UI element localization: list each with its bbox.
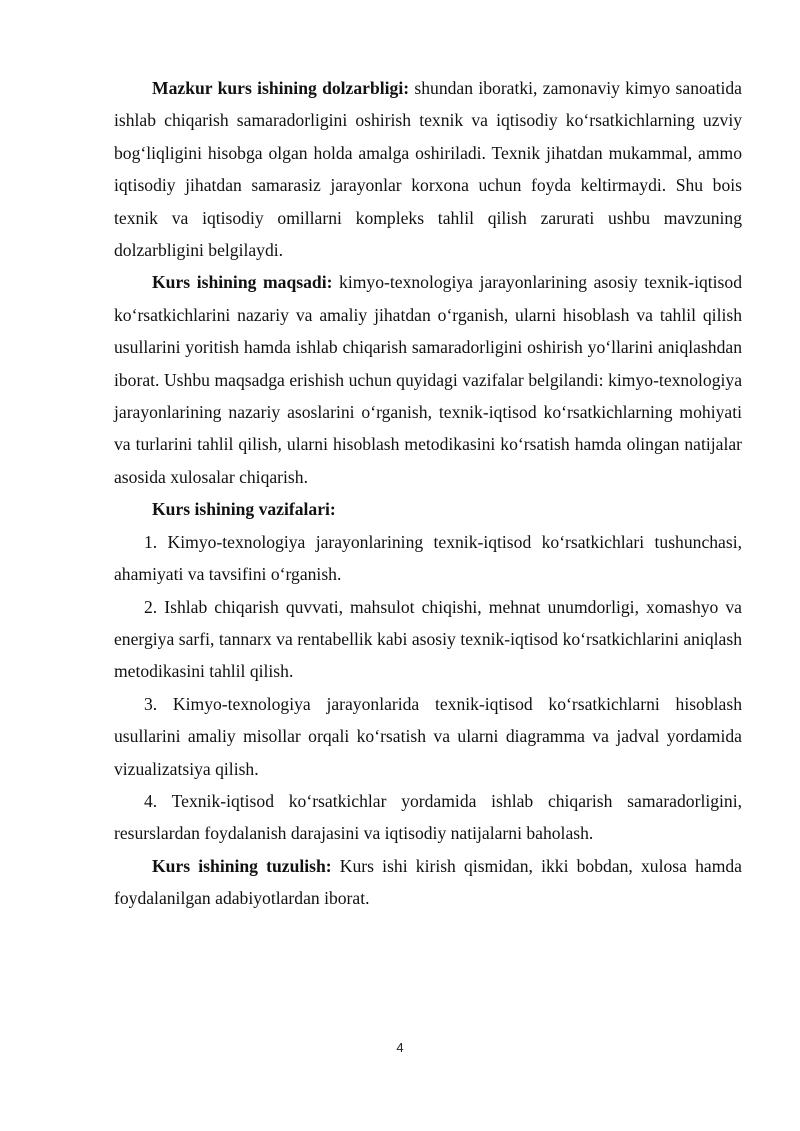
page-number: 4 [396,1040,404,1055]
structure-text: Kurs ishi kirish qismidan, ikki bobdan, xulosa hamda foydalanilgan adabiyotlardan iborat. [114,855,742,909]
paragraph-goal [114,266,742,493]
goal-text: kimyo-texnologiya jarayonlarining asosiy texnik-iqtisod koʻrsatkichlarini nazariy va amaliy jihatdan oʻrganish, ularni hisoblash va tahlil qilish usullarini yoritish hamda ishlab chiqarish samaradorligini oshirish yoʻllarini aniqlashdan iborat. Ushbu maqsadga erishish uchun quyidagi vazifalar belgilandi: kimyo-texnologiya jarayonlarining nazariy asoslarini oʻrganish, texnik-iqtisod koʻrsatkichlarning mohiyati va turlarini tahlil qilish, ularni hisoblash metodikasini koʻrsatish hamda olingan natijalar asosida xulosalar chiqarish. [114,272,742,487]
task-number: 4. [144,790,158,811]
paragraph-structure [114,850,742,915]
relevance-lead: Mazkur kurs ishining dolzarbligi: [152,78,410,98]
task-text: Kimyo-texnologiya jarayonlarida texnik-iqtisod koʻrsatkichlarni hisoblash usullarini amaliy misollar orqali koʻrsatish va ularni diagramma va jadval yordamida vizualizatsiya qilish. [114,693,742,779]
task-number: 3. [144,693,158,714]
task-item-2 [114,591,742,688]
structure-lead: Kurs ishining tuzulish: [152,855,332,876]
task-item-1 [114,526,742,591]
task-number: 1. [144,531,158,552]
task-item-3 [114,688,742,785]
paragraph-relevance [114,72,742,266]
task-text: Kimyo-texnologiya jarayonlarining texnik-iqtisod koʻrsatkichlari tushunchasi, ahamiyati va tavsifini oʻrganish. [114,531,742,585]
task-text: Texnik-iqtisod koʻrsatkichlar yordamida ishlab chiqarish samaradorligini, resurslardan foydalanish darajasini va iqtisodiy natijalarni baholash. [114,790,742,844]
task-item-4 [114,785,742,850]
tasks-heading: Kurs ishining vazifalari: [152,499,336,520]
goal-lead: Kurs ishining maqsadi: [152,272,333,293]
task-number: 2. [144,596,158,617]
relevance-text: shundan iboratki, zamonaviy kimyo sanoatida ishlab chiqarish samaradorligini oshirish texnik va iqtisodiy koʻrsatkichlarning uzviy bogʻliqligini hisobga olgan holda amalga oshiriladi. Texnik jihatdan mukammal, ammo iqtisodiy jihatdan samarasiz jarayonlar korxona uchun foyda keltirmaydi. Shu bois texnik va iqtisodiy omillarni kompleks tahlil qilish zarurati ushbu mavzuning dolzarbligini belgilaydi. [114,78,742,261]
document-body [114,72,742,915]
task-text: Ishlab chiqarish quvvati, mahsulot chiqishi, mehnat unumdorligi, xomashyo va energiya sarfi, tannarx va rentabellik kabi asosiy texnik-iqtisod koʻrsatkichlarini aniqlash metodikasini tahlil qilish. [114,596,742,682]
